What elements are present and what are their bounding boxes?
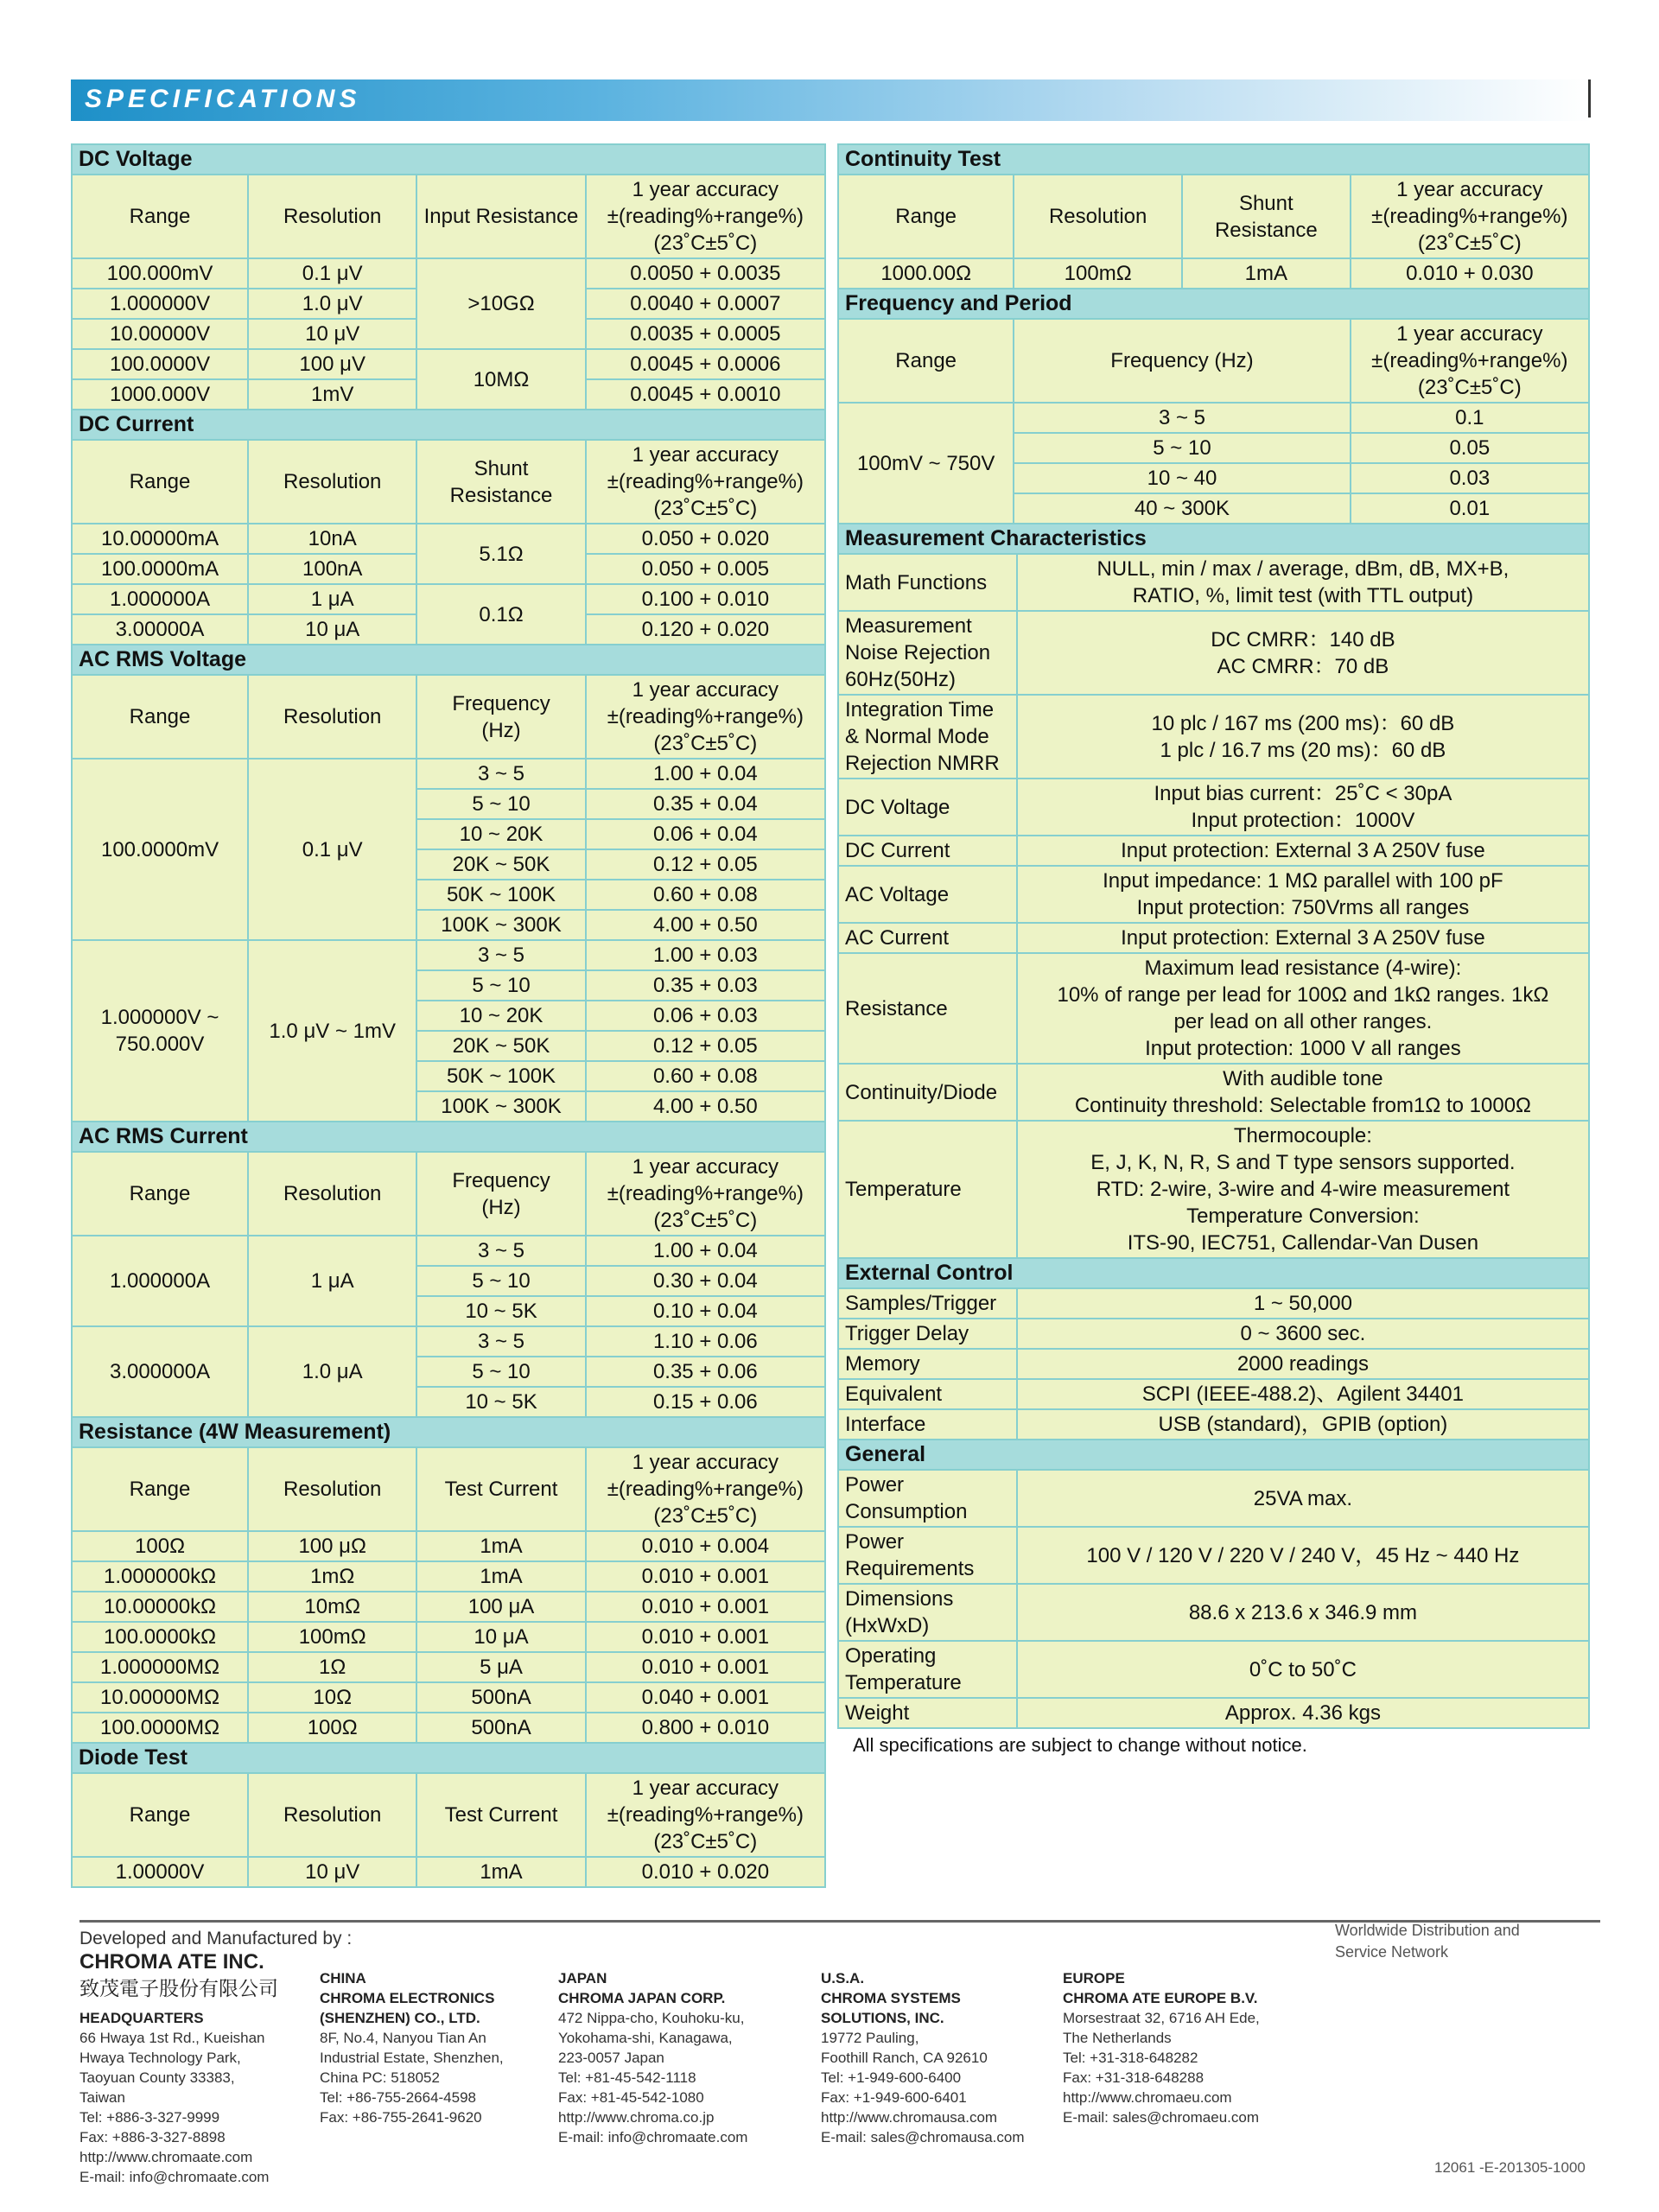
- resolution-cell: 0.1 μV: [248, 258, 416, 289]
- frequency-cell: 3 ~ 5: [416, 759, 585, 789]
- ac-voltage-header-row: [72, 675, 825, 759]
- spec-value: DC CMRR：140 dB AC CMRR：70 dB: [1017, 611, 1589, 695]
- table-row: [72, 584, 825, 614]
- table-row: [72, 1561, 825, 1592]
- resolution-header: Resolution: [248, 440, 416, 524]
- spec-label: Memory: [838, 1349, 1017, 1379]
- frequency-cell: 5 ~ 10: [1014, 433, 1350, 463]
- usa-office-title: U.S.A. CHROMA SYSTEMS SOLUTIONS, INC.: [821, 1970, 961, 2026]
- spec-label: Power Consumption: [838, 1470, 1017, 1527]
- accuracy-header: 1 year accuracy ±(reading%+range%) (23˚C±5˚C): [1351, 319, 1589, 403]
- table-row: [838, 1698, 1589, 1728]
- spec-label: Samples/Trigger: [838, 1288, 1017, 1319]
- ac-voltage-heading: AC RMS Voltage: [72, 645, 825, 675]
- accuracy-cell: 0.1: [1351, 403, 1589, 433]
- japan-office-address: 472 Nippa-cho, Kouhoku-ku, Yokohama-shi, Kanagawa, 223-0057 Japan Tel: +81-45-542-1118 Fax: +81-45-542-1080 http://www.chroma.co.jp E-mail: info@chromaate.com: [558, 2010, 748, 2145]
- frequency-cell: 5 ~ 10: [416, 1266, 585, 1296]
- table-row: [72, 1326, 825, 1357]
- diode-test-heading: Diode Test: [72, 1743, 825, 1773]
- resistance-heading: Resistance (4W Measurement): [72, 1417, 825, 1447]
- diode-header-row: [72, 1773, 825, 1857]
- resolution-header: Resolution: [248, 1152, 416, 1236]
- frequency-cell: 10 ~ 20K: [416, 819, 585, 849]
- resolution-cell: 100 μV: [248, 349, 416, 379]
- range-cell: 1.000000MΩ: [72, 1652, 248, 1682]
- spec-label: DC Voltage: [838, 779, 1017, 836]
- accuracy-cell: 1.10 + 0.06: [586, 1326, 825, 1357]
- hq-title: HEADQUARTERS: [79, 2010, 204, 2026]
- dc-voltage-header-row: [72, 175, 825, 258]
- accuracy-cell: 0.040 + 0.001: [586, 1682, 825, 1713]
- accuracy-cell: 0.0045 + 0.0010: [586, 379, 825, 410]
- accuracy-cell: 0.050 + 0.005: [586, 554, 825, 584]
- dc-current-heading: DC Current: [72, 410, 825, 440]
- spec-value: 25VA max.: [1017, 1470, 1589, 1527]
- table-row: [838, 1121, 1589, 1258]
- resolution-cell: 1 μA: [248, 584, 416, 614]
- resolution-header: Resolution: [248, 175, 416, 258]
- accuracy-header: 1 year accuracy ±(reading%+range%) (23˚C±5˚C): [586, 1447, 825, 1531]
- accuracy-cell: 0.0035 + 0.0005: [586, 319, 825, 349]
- banner-end-rule: [1588, 79, 1591, 118]
- spec-value: 2000 readings: [1017, 1349, 1589, 1379]
- company-name: CHROMA ATE INC.: [79, 1950, 264, 1974]
- accuracy-cell: 4.00 + 0.50: [586, 910, 825, 940]
- test-current-cell: 10 μA: [416, 1622, 585, 1652]
- spec-value: 1 ~ 50,000: [1017, 1288, 1589, 1319]
- table-row: [838, 1527, 1589, 1584]
- resolution-cell: 10nA: [248, 524, 416, 554]
- resolution-cell: 100Ω: [248, 1713, 416, 1743]
- frequency-cell: 40 ~ 300K: [1014, 493, 1350, 524]
- table-row: [72, 349, 825, 379]
- frequency-period-heading: Frequency and Period: [838, 289, 1589, 319]
- test-current-header: Test Current: [416, 1447, 585, 1531]
- range-cell: 3.000000A: [72, 1326, 248, 1417]
- spec-value: 0˚C to 50˚C: [1017, 1641, 1589, 1698]
- frequency-cell: 3 ~ 5: [416, 940, 585, 970]
- accuracy-cell: 0.800 + 0.010: [586, 1713, 825, 1743]
- range-cell: 1000.00Ω: [838, 258, 1014, 289]
- europe-office-address: Morsestraat 32, 6716 AH Ede, The Netherlands Tel: +31-318-648282 Fax: +31-318-648288 http://www.chromaeu.com E-mail: sales@chromaeu.com: [1063, 2010, 1260, 2126]
- accuracy-cell: 0.120 + 0.020: [586, 614, 825, 645]
- resolution-cell: 1mV: [248, 379, 416, 410]
- accuracy-cell: 0.12 + 0.05: [586, 849, 825, 880]
- resolution-header: Resolution: [248, 1773, 416, 1857]
- spec-value: Input bias current：25˚C < 30pA Input protection：1000V: [1017, 779, 1589, 836]
- table-row: [72, 1713, 825, 1743]
- accuracy-header: 1 year accuracy ±(reading%+range%) (23˚C±5˚C): [586, 1773, 825, 1857]
- range-cell: 100mV ~ 750V: [838, 403, 1014, 524]
- table-row: [838, 403, 1589, 433]
- table-row: [838, 866, 1589, 923]
- range-cell: 100.000mV: [72, 258, 248, 289]
- resolution-cell: 10mΩ: [248, 1592, 416, 1622]
- table-row: [838, 1409, 1589, 1440]
- frequency-cell: 10 ~ 5K: [416, 1296, 585, 1326]
- resolution-header: Resolution: [248, 1447, 416, 1531]
- accuracy-cell: 0.010 + 0.001: [586, 1622, 825, 1652]
- frequency-cell: 100K ~ 300K: [416, 1091, 585, 1122]
- table-row: [72, 759, 825, 789]
- resolution-cell: 1 μA: [248, 1236, 416, 1326]
- spec-value: NULL, min / max / average, dBm, dB, MX+B, RATIO, %, limit test (with TTL output): [1017, 554, 1589, 611]
- frequency-cell: 3 ~ 5: [416, 1326, 585, 1357]
- input-resistance-cell: 10MΩ: [416, 349, 585, 410]
- accuracy-cell: 0.05: [1351, 433, 1589, 463]
- input-resistance-cell: >10GΩ: [416, 258, 585, 349]
- spec-label: DC Current: [838, 836, 1017, 866]
- accuracy-cell: 0.06 + 0.03: [586, 1001, 825, 1031]
- spec-value: 10 plc / 167 ms (200 ms)：60 dB 1 plc / 16.7 ms (20 ms)：60 dB: [1017, 695, 1589, 779]
- table-row: [72, 1652, 825, 1682]
- frequency-header: Frequency (Hz): [416, 675, 585, 759]
- table-row: [72, 1592, 825, 1622]
- accuracy-cell: 0.010 + 0.004: [586, 1531, 825, 1561]
- resolution-cell: 1.0 μV ~ 1mV: [248, 940, 416, 1122]
- frequency-header: Frequency (Hz): [1014, 319, 1350, 403]
- spec-value: Maximum lead resistance (4-wire): 10% of range per lead for 100Ω and 1kΩ ranges. 1kΩ per lead on all other ranges. Input protection: 1000 V all ranges: [1017, 953, 1589, 1064]
- table-row: [72, 1236, 825, 1266]
- resolution-cell: 100mΩ: [248, 1622, 416, 1652]
- test-current-cell: 1mA: [416, 1561, 585, 1592]
- europe-office-title: EUROPE CHROMA ATE EUROPE B.V.: [1063, 1970, 1258, 2006]
- spec-value: Thermocouple: E, J, K, N, R, S and T type sensors supported. RTD: 2-wire, 3-wire and 4-wire measurement Temperature Conversion: ITS-90, IEC751, Callendar-Van Dusen: [1017, 1121, 1589, 1258]
- range-cell: 1.00000V: [72, 1857, 248, 1887]
- frequency-cell: 20K ~ 50K: [416, 1031, 585, 1061]
- accuracy-cell: 0.35 + 0.04: [586, 789, 825, 819]
- table-row: [838, 836, 1589, 866]
- continuity-header-row: [838, 175, 1589, 258]
- table-row: [838, 1470, 1589, 1527]
- page-title: SPECIFICATIONS: [85, 85, 361, 113]
- resolution-cell: 1.0 μA: [248, 1326, 416, 1417]
- range-cell: 1.000000A: [72, 584, 248, 614]
- table-row: [838, 1584, 1589, 1641]
- table-row: [72, 524, 825, 554]
- hq-address: 66 Hwaya 1st Rd., Kueishan Hwaya Technology Park, Taoyuan County 33383, Taiwan Tel: +886-3-327-9999 Fax: +886-3-327-8898 http://www.chromaate.com E-mail: info@chromaate.com: [79, 2030, 270, 2185]
- company-name-chinese: 致茂電子股份有限公司: [79, 1977, 278, 1999]
- measurement-heading: Measurement Characteristics: [838, 524, 1589, 554]
- range-cell: 100Ω: [72, 1531, 248, 1561]
- resolution-cell: 10 μA: [248, 614, 416, 645]
- accuracy-cell: 0.010 + 0.030: [1351, 258, 1589, 289]
- accuracy-cell: 0.100 + 0.010: [586, 584, 825, 614]
- disclaimer-note: All specifications are subject to change without notice.: [853, 1734, 1307, 1756]
- range-cell: 1.000000kΩ: [72, 1561, 248, 1592]
- spec-label: Resistance: [838, 953, 1017, 1064]
- test-current-cell: 100 μA: [416, 1592, 585, 1622]
- table-row: [838, 779, 1589, 836]
- table-row: [838, 953, 1589, 1064]
- resolution-cell: 1Ω: [248, 1652, 416, 1682]
- china-office-address: 8F, No.4, Nanyou Tian An Industrial Estate, Shenzhen, China PC: 518052 Tel: +86-755-2664-4598 Fax: +86-755-2641-9620: [320, 2030, 504, 2126]
- accuracy-header: 1 year accuracy ±(reading%+range%) (23˚C±5˚C): [586, 175, 825, 258]
- range-cell: 10.00000V: [72, 319, 248, 349]
- frequency-cell: 3 ~ 5: [1014, 403, 1350, 433]
- range-header: Range: [72, 1447, 248, 1531]
- accuracy-cell: 1.00 + 0.04: [586, 1236, 825, 1266]
- spec-label: Trigger Delay: [838, 1319, 1017, 1349]
- continuity-heading: Continuity Test: [838, 144, 1589, 175]
- spec-value: USB (standard)，GPIB (option): [1017, 1409, 1589, 1440]
- external-control-heading: External Control: [838, 1258, 1589, 1288]
- resistance-header-row: [72, 1447, 825, 1531]
- resolution-cell: 10 μV: [248, 319, 416, 349]
- resolution-cell: 100 μΩ: [248, 1531, 416, 1561]
- table-row: [838, 554, 1589, 611]
- spec-label: Temperature: [838, 1121, 1017, 1258]
- table-row: [838, 611, 1589, 695]
- accuracy-cell: 0.050 + 0.020: [586, 524, 825, 554]
- accuracy-cell: 0.12 + 0.05: [586, 1031, 825, 1061]
- spec-value: 0 ~ 3600 sec.: [1017, 1319, 1589, 1349]
- shunt-resistance-header: Shunt Resistance: [416, 440, 585, 524]
- spec-label: Interface: [838, 1409, 1017, 1440]
- accuracy-cell: 0.30 + 0.04: [586, 1266, 825, 1296]
- table-row: [838, 923, 1589, 953]
- frequency-cell: 10 ~ 40: [1014, 463, 1350, 493]
- table-row: [72, 1682, 825, 1713]
- range-cell: 1.000000A: [72, 1236, 248, 1326]
- range-header: Range: [72, 675, 248, 759]
- resolution-cell: 1.0 μV: [248, 289, 416, 319]
- china-office-title: CHINA CHROMA ELECTRONICS (SHENZHEN) CO., LTD.: [320, 1970, 495, 2026]
- test-current-cell: 1mA: [416, 1531, 585, 1561]
- test-current-header: Test Current: [416, 1773, 585, 1857]
- table-row: [838, 1379, 1589, 1409]
- spec-label: Dimensions (HxWxD): [838, 1584, 1017, 1641]
- resolution-cell: 100mΩ: [1014, 258, 1182, 289]
- accuracy-header: 1 year accuracy ±(reading%+range%) (23˚C±5˚C): [586, 675, 825, 759]
- right-spec-table: [837, 143, 1590, 1729]
- test-current-cell: 1mA: [416, 1857, 585, 1887]
- accuracy-header: 1 year accuracy ±(reading%+range%) (23˚C±5˚C): [586, 440, 825, 524]
- frequency-cell: 5 ~ 10: [416, 970, 585, 1001]
- spec-label: Math Functions: [838, 554, 1017, 611]
- dc-current-header-row: [72, 440, 825, 524]
- spec-label: Weight: [838, 1698, 1017, 1728]
- accuracy-cell: 0.010 + 0.020: [586, 1857, 825, 1887]
- frequency-cell: 20K ~ 50K: [416, 849, 585, 880]
- spec-label: AC Current: [838, 923, 1017, 953]
- range-header: Range: [838, 175, 1014, 258]
- range-cell: 10.00000kΩ: [72, 1592, 248, 1622]
- frequency-header-row: [838, 319, 1589, 403]
- frequency-cell: 10 ~ 5K: [416, 1387, 585, 1417]
- range-cell: 100.0000mV: [72, 759, 248, 940]
- accuracy-header: 1 year accuracy ±(reading%+range%) (23˚C±5˚C): [1351, 175, 1589, 258]
- accuracy-cell: 0.15 + 0.06: [586, 1387, 825, 1417]
- frequency-header: Frequency (Hz): [416, 1152, 585, 1236]
- range-cell: 10.00000MΩ: [72, 1682, 248, 1713]
- accuracy-cell: 0.0050 + 0.0035: [586, 258, 825, 289]
- worldwide-network-label: Worldwide Distribution and Service Network: [1335, 1922, 1520, 1961]
- dc-voltage-heading: DC Voltage: [72, 144, 825, 175]
- table-row: [838, 1641, 1589, 1698]
- test-current-cell: 500nA: [416, 1713, 585, 1743]
- test-current-cell: 500nA: [416, 1682, 585, 1713]
- accuracy-cell: 1.00 + 0.04: [586, 759, 825, 789]
- general-heading: General: [838, 1440, 1589, 1470]
- accuracy-cell: 0.60 + 0.08: [586, 1061, 825, 1091]
- spec-label: Equivalent: [838, 1379, 1017, 1409]
- shunt-cell: 5.1Ω: [416, 524, 585, 584]
- table-row: [72, 940, 825, 970]
- range-header: Range: [838, 319, 1014, 403]
- accuracy-cell: 0.35 + 0.03: [586, 970, 825, 1001]
- left-spec-column: [71, 143, 826, 1888]
- range-cell: 100.0000V: [72, 349, 248, 379]
- resolution-header: Resolution: [248, 675, 416, 759]
- ac-current-header-row: [72, 1152, 825, 1236]
- accuracy-cell: 0.01: [1351, 493, 1589, 524]
- left-spec-table: [71, 143, 826, 1888]
- frequency-cell: 5 ~ 10: [416, 1357, 585, 1387]
- range-header: Range: [72, 1152, 248, 1236]
- frequency-cell: 5 ~ 10: [416, 789, 585, 819]
- resolution-cell: 10Ω: [248, 1682, 416, 1713]
- shunt-cell: 1mA: [1182, 258, 1351, 289]
- spec-label: Operating Temperature: [838, 1641, 1017, 1698]
- accuracy-cell: 0.0040 + 0.0007: [586, 289, 825, 319]
- accuracy-cell: 0.0045 + 0.0006: [586, 349, 825, 379]
- range-cell: 1000.000V: [72, 379, 248, 410]
- frequency-cell: 50K ~ 100K: [416, 880, 585, 910]
- resolution-cell: 1mΩ: [248, 1561, 416, 1592]
- spec-value: 88.6 x 213.6 x 346.9 mm: [1017, 1584, 1589, 1641]
- spec-label: Power Requirements: [838, 1527, 1017, 1584]
- table-row: [72, 1857, 825, 1887]
- range-cell: 100.0000mA: [72, 554, 248, 584]
- range-header: Range: [72, 175, 248, 258]
- table-row: [838, 1064, 1589, 1121]
- spec-value: Input protection: External 3 A 250V fuse: [1017, 836, 1589, 866]
- accuracy-cell: 0.010 + 0.001: [586, 1652, 825, 1682]
- accuracy-cell: 0.35 + 0.06: [586, 1357, 825, 1387]
- spec-value: 100 V / 120 V / 220 V / 240 V，45 Hz ~ 440 Hz: [1017, 1527, 1589, 1584]
- accuracy-header: 1 year accuracy ±(reading%+range%) (23˚C±5˚C): [586, 1152, 825, 1236]
- range-cell: 10.00000mA: [72, 524, 248, 554]
- table-row: [72, 1531, 825, 1561]
- range-cell: 1.000000V: [72, 289, 248, 319]
- resolution-cell: 100nA: [248, 554, 416, 584]
- spec-value: With audible tone Continuity threshold: Selectable from1Ω to 1000Ω: [1017, 1064, 1589, 1121]
- input-resistance-header: Input Resistance: [416, 175, 585, 258]
- document-number: 12061 -E-201305-1000: [1434, 2159, 1586, 2176]
- table-row: [838, 258, 1589, 289]
- range-cell: 100.0000MΩ: [72, 1713, 248, 1743]
- usa-office-address: 19772 Pauling, Foothill Ranch, CA 92610 Tel: +1-949-600-6400 Fax: +1-949-600-6401 http://www.chromausa.com E-mail: sales@chromausa.com: [821, 2030, 1025, 2145]
- table-row: [838, 1319, 1589, 1349]
- ac-current-heading: AC RMS Current: [72, 1122, 825, 1152]
- spec-label: Continuity/Diode: [838, 1064, 1017, 1121]
- accuracy-cell: 0.03: [1351, 463, 1589, 493]
- specifications-banner: [71, 79, 1592, 121]
- table-row: [838, 1288, 1589, 1319]
- shunt-resistance-header: Shunt Resistance: [1182, 175, 1351, 258]
- spec-label: Integration Time & Normal Mode Rejection NMRR: [838, 695, 1017, 779]
- table-row: [72, 258, 825, 289]
- table-row: [838, 1349, 1589, 1379]
- frequency-cell: 3 ~ 5: [416, 1236, 585, 1266]
- frequency-cell: 100K ~ 300K: [416, 910, 585, 940]
- shunt-cell: 0.1Ω: [416, 584, 585, 645]
- frequency-cell: 50K ~ 100K: [416, 1061, 585, 1091]
- developed-by-label: Developed and Manufactured by :: [79, 1929, 353, 1948]
- accuracy-cell: 0.010 + 0.001: [586, 1592, 825, 1622]
- spec-value: Input impedance: 1 MΩ parallel with 100 pF Input protection: 750Vrms all ranges: [1017, 866, 1589, 923]
- japan-office-title: JAPAN CHROMA JAPAN CORP.: [558, 1970, 726, 2006]
- accuracy-cell: 0.010 + 0.001: [586, 1561, 825, 1592]
- spec-value: Input protection: External 3 A 250V fuse: [1017, 923, 1589, 953]
- spec-label: AC Voltage: [838, 866, 1017, 923]
- accuracy-cell: 4.00 + 0.50: [586, 1091, 825, 1122]
- resolution-cell: 0.1 μV: [248, 759, 416, 940]
- accuracy-cell: 1.00 + 0.03: [586, 940, 825, 970]
- spec-value: SCPI (IEEE-488.2)、Agilent 34401: [1017, 1379, 1589, 1409]
- range-cell: 100.0000kΩ: [72, 1622, 248, 1652]
- range-cell: 3.00000A: [72, 614, 248, 645]
- spec-value: Approx. 4.36 kgs: [1017, 1698, 1589, 1728]
- range-cell: 1.000000V ~ 750.000V: [72, 940, 248, 1122]
- range-header: Range: [72, 440, 248, 524]
- frequency-cell: 10 ~ 20K: [416, 1001, 585, 1031]
- accuracy-cell: 0.60 + 0.08: [586, 880, 825, 910]
- accuracy-cell: 0.10 + 0.04: [586, 1296, 825, 1326]
- test-current-cell: 5 μA: [416, 1652, 585, 1682]
- accuracy-cell: 0.06 + 0.04: [586, 819, 825, 849]
- resolution-cell: 10 μV: [248, 1857, 416, 1887]
- table-row: [72, 1622, 825, 1652]
- resolution-header: Resolution: [1014, 175, 1182, 258]
- range-header: Range: [72, 1773, 248, 1857]
- right-spec-column: [837, 143, 1590, 1757]
- table-row: [838, 695, 1589, 779]
- spec-label: Measurement Noise Rejection 60Hz(50Hz): [838, 611, 1017, 695]
